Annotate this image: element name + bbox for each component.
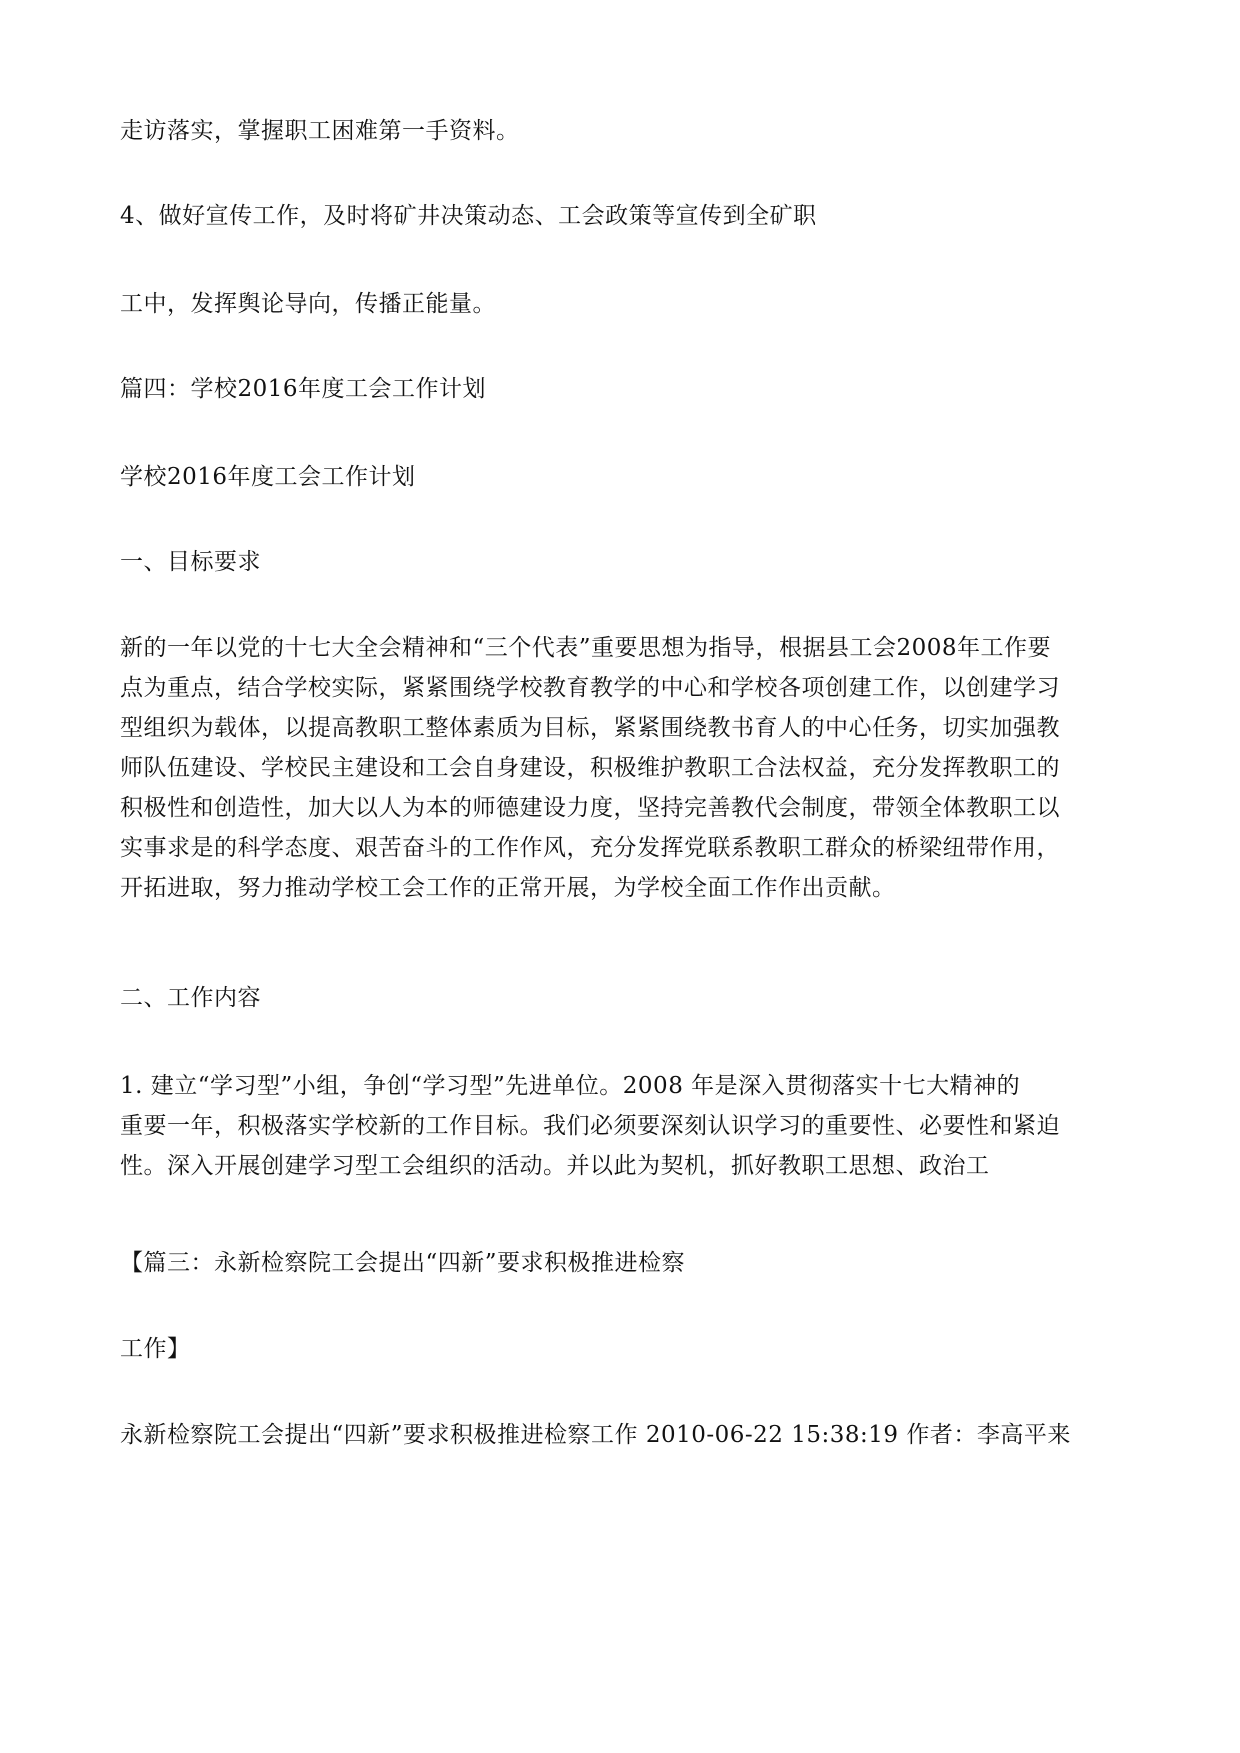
section-heading: 【篇三：永新检察院工会提出“四新”要求积极推进检察 bbox=[120, 1250, 686, 1276]
section-heading: 一、目标要求 bbox=[120, 549, 261, 575]
paragraph-line: 性。深入开展创建学习型工会组织的活动。并以此为契机，抓好教职工思想、政治工 bbox=[120, 1153, 990, 1179]
section-heading: 工作】 bbox=[120, 1336, 191, 1362]
text-line: 走访落实，掌握职工困难第一手资料。 bbox=[120, 118, 520, 144]
paragraph-line: 实事求是的科学态度、艰苦奋斗的工作作风，充分发挥党联系教职工群众的桥梁纽带作用， bbox=[120, 835, 1060, 861]
paragraph-line: 重要一年，积极落实学校新的工作目标。我们必须要深刻认识学习的重要性、必要性和紧迫 bbox=[120, 1113, 1060, 1139]
document-title: 学校2016年度工会工作计划 bbox=[120, 464, 416, 490]
paragraph-line: 积极性和创造性，加大以人为本的师德建设力度，坚持完善教代会制度，带领全体教职工以 bbox=[120, 795, 1060, 821]
paragraph-line: 新的一年以党的十七大全会精神和“三个代表”重要思想为指导，根据县工会2008年工作要 bbox=[120, 635, 1052, 661]
text-line: 工中，发挥舆论导向，传播正能量。 bbox=[120, 291, 496, 317]
paragraph-line: 师队伍建设、学校民主建设和工会自身建设，积极维护教职工合法权益，充分发挥教职工的 bbox=[120, 755, 1060, 781]
text-line: 永新检察院工会提出“四新”要求积极推进检察工作 2010-06-22 15:38:19 作者：李高平来 bbox=[120, 1422, 1071, 1448]
paragraph-line: 点为重点，结合学校实际，紧紧围绕学校教育教学的中心和学校各项创建工作，以创建学习 bbox=[120, 675, 1060, 701]
paragraph-work-content bbox=[120, 1066, 1125, 1186]
section-heading: 二、工作内容 bbox=[120, 985, 261, 1011]
text-line: 4、做好宣传工作，及时将矿井决策动态、工会政策等宣传到全矿职 bbox=[120, 203, 817, 229]
paragraph-line: 型组织为载体，以提高教职工整体素质为目标，紧紧围绕教书育人的中心任务，切实加强教 bbox=[120, 715, 1060, 741]
paragraph-line: 开拓进取，努力推动学校工会工作的正常开展，为学校全面工作作出贡献。 bbox=[120, 875, 896, 901]
paragraph-line: 1. 建立“学习型”小组，争创“学习型”先进单位。2008 年是深入贯彻落实十七大精神的 bbox=[120, 1073, 1021, 1099]
paragraph-goals bbox=[120, 628, 1125, 908]
section-heading: 篇四：学校2016年度工会工作计划 bbox=[120, 376, 487, 402]
